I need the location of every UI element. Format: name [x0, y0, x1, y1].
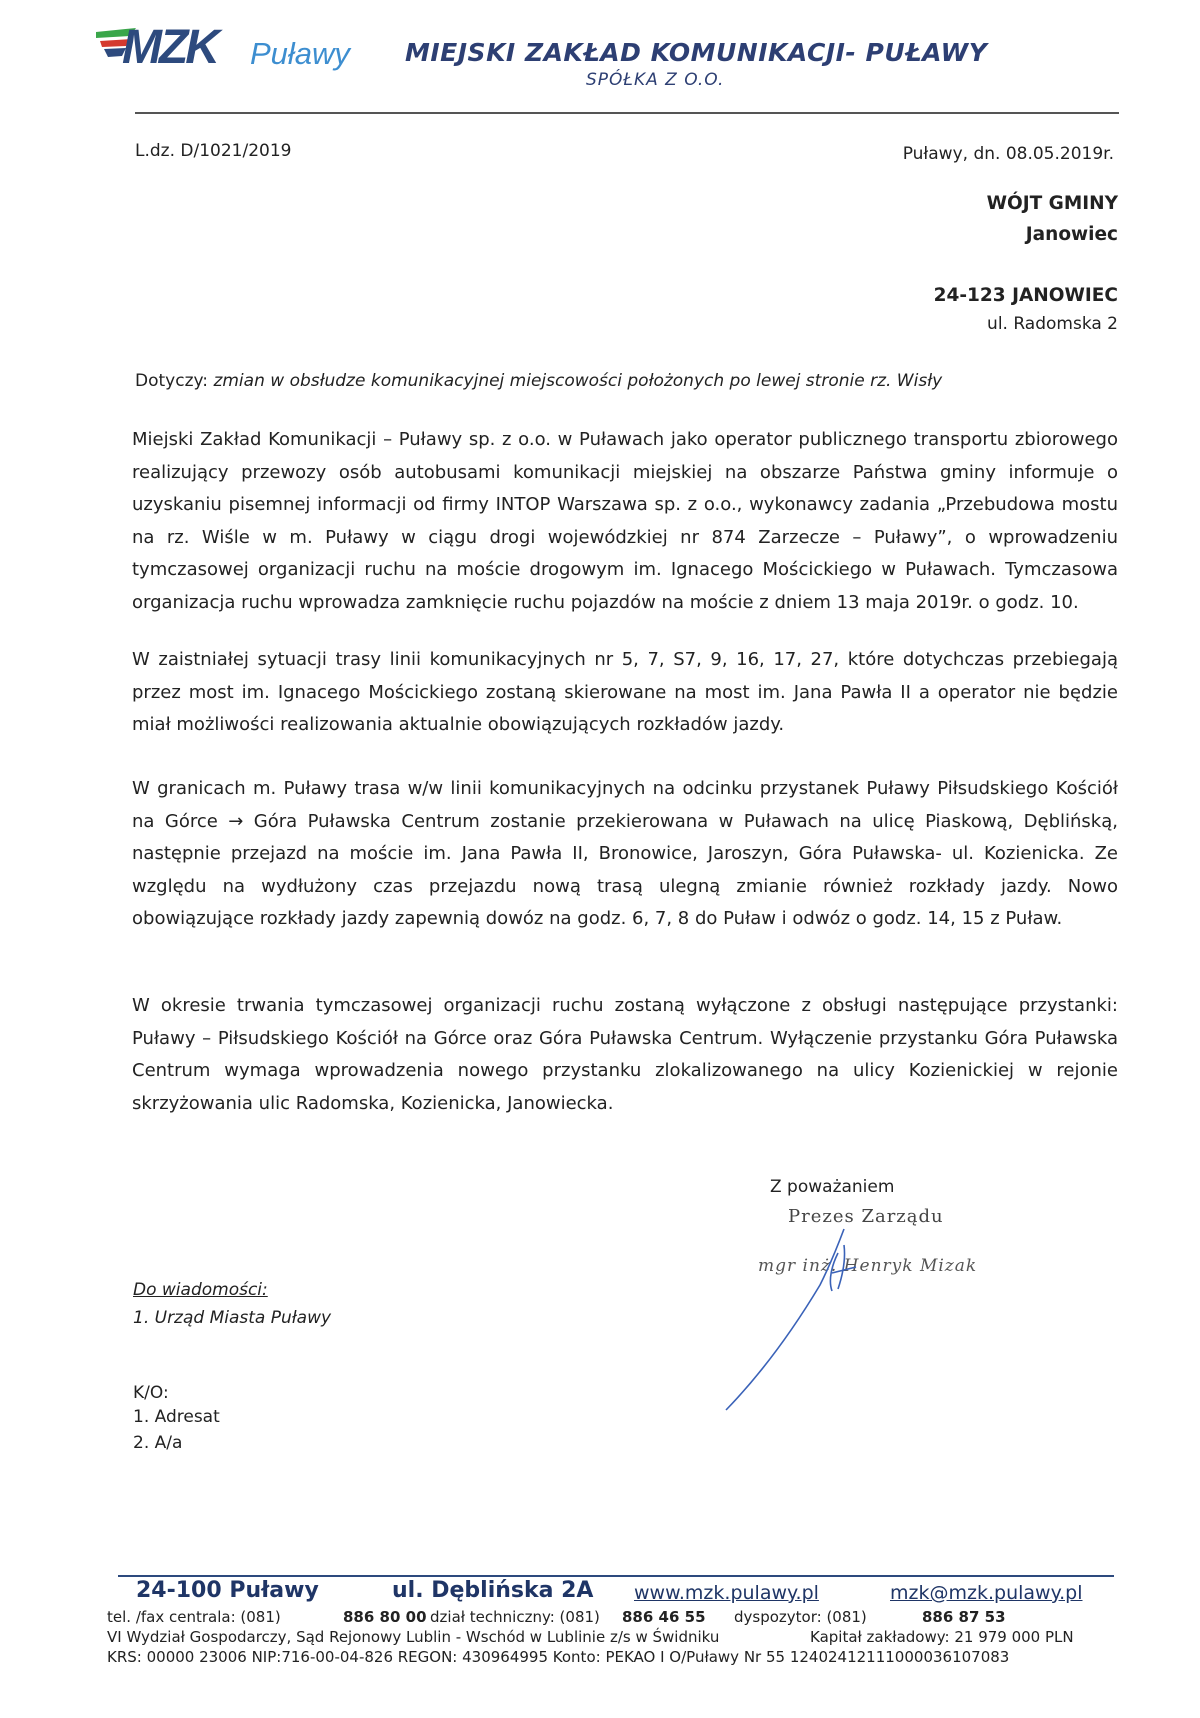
logo-brand: MZK	[122, 21, 217, 74]
copies-item: 2. A/a	[133, 1433, 183, 1453]
letter-date: Puławy, dn. 08.05.2019r.	[902, 144, 1114, 164]
closing-greeting: Z poważaniem	[770, 1177, 895, 1197]
notice-item: 1. Urząd Miasta Puławy	[133, 1308, 332, 1328]
company-form: SPÓŁKA Z O.O.	[586, 70, 725, 90]
header-divider	[135, 112, 1119, 114]
footer-court-info: VI Wydział Gospodarczy, Sąd Rejonowy Lublin - Wschód w Lublinie z/s w Świdniku	[107, 1628, 720, 1646]
footer-street: ul. Dęblińska 2A	[392, 1578, 594, 1603]
subject-value: zmian w obsłudze komunikacyjnej miejscowości położonych po lewej stronie rz. Wisły	[213, 371, 943, 391]
subject-line	[135, 371, 942, 391]
signatory-name: mgr inż. Henryk Mizak	[758, 1256, 978, 1276]
footer-email-link[interactable]: mzk@mzk.pulawy.pl	[890, 1582, 1083, 1604]
body-paragraph-2: W zaistniałej sytuacji trasy linii komunikacyjnych nr 5, 7, S7, 9, 16, 17, 27, które dotychczas przebiegają przez most im. Ignacego Mościckiego zostaną skierowane na most im. Jana Pawła II a operator nie będzie miał możliwości realizowania aktualnie obowiązujących rozkładów jazdy.	[132, 649, 1118, 735]
body-paragraph-1: Miejski Zakład Komunikacji – Puławy sp. z o.o. w Puławach jako operator publicznego transportu zbiorowego realizujący przewozy osób autobusami komunikacji miejskiej na obszarze Państwa gminy informuje o uzyskaniu pisemnej informacji od firmy INTOP Warszawa sp. z o.o., wykonawcy zadania „Przebudowa mostu na rz. Wiśle w m. Puławy w ciągu drogi wojewódzkiej nr 874 Zarzecze – Puławy”, o wprowadzeniu tymczasowej organizacji ruchu na moście drogowym im. Ignacego Mościckiego w Puławach. Tymczasowa organizacja ruchu wprowadza zamknięcie ruchu pojazdów na moście z dniem 13 maja 2019r. o godz. 10.	[132, 429, 1118, 613]
footer-registry: KRS: 00000 23006 NIP:716-00-04-826 REGON: 430964995 Konto: PEKAO I O/Puławy Nr 55 12402412111000036107083	[107, 1648, 1010, 1666]
footer-tech-label: dział techniczny: (081)	[430, 1608, 600, 1626]
footer-divider	[118, 1575, 1114, 1577]
recipient-line-1: WÓJT GMINY	[986, 193, 1118, 214]
footer-city: 24-100 Puławy	[136, 1578, 319, 1603]
footer-dispatcher-label: dyspozytor: (081)	[734, 1608, 867, 1626]
footer-tel-number: 886 80 00	[343, 1608, 427, 1626]
subject-label: Dotyczy:	[135, 371, 209, 391]
footer-dispatcher-number: 886 87 53	[922, 1608, 1006, 1626]
notice-title: Do wiadomości:	[133, 1280, 268, 1300]
company-name: MIEJSKI ZAKŁAD KOMUNIKACJI- PUŁAWY	[405, 38, 988, 67]
footer-capital: Kapitał zakładowy: 21 979 000 PLN	[810, 1628, 1074, 1646]
footer-tel-label: tel. /fax centrala: (081)	[107, 1608, 281, 1626]
copies-title: K/O:	[133, 1383, 169, 1403]
body-paragraph-4: W okresie trwania tymczasowej organizacji ruchu zostaną wyłączone z obsługi następujące przystanki: Puławy – Piłsudskiego Kościół na Górce oraz Góra Puławska Centrum. Wyłączenie przystanku Góra Puławska Centrum wymaga wprowadzenia nowego przystanku zlokalizowanego na ulicy Kozienickiej w rejonie skrzyżowania ulic Radomska, Kozienicka, Janowiecka.	[132, 995, 1118, 1114]
copies-item: 1. Adresat	[133, 1407, 220, 1427]
recipient-line-4: ul. Radomska 2	[987, 314, 1118, 334]
signatory-title: Prezes Zarządu	[788, 1206, 944, 1227]
footer-website-link[interactable]: www.mzk.pulawy.pl	[634, 1582, 819, 1604]
footer-tech-number: 886 46 55	[622, 1608, 706, 1626]
recipient-line-2: Janowiec	[1025, 224, 1118, 245]
company-logo	[96, 20, 366, 80]
recipient-line-3: 24-123 JANOWIEC	[933, 285, 1118, 306]
body-paragraph-3: W granicach m. Puławy trasa w/w linii komunikacyjnych na odcinku przystanek Puławy Piłsudskiego Kościół na Górce → Góra Puławska Centrum zostanie przekierowana w Puławach na ulicę Piaskową, Dęblińską, następnie przejazd na moście im. Jana Pawła II, Bronowice, Jaroszyn, Góra Puławska- ul. Kozienicka. Ze względu na wydłużony czas przejazdu nową trasą ulegną zmianie również rozkłady jazdy. Nowo obowiązujące rozkłady jazdy zapewnią dowóz na godz. 6, 7, 8 do Puław i odwóz o godz. 14, 15 z Puław.	[132, 778, 1118, 929]
reference-number: L.dz. D/1021/2019	[135, 141, 292, 161]
logo-city: Puławy	[250, 36, 350, 71]
handwritten-signature	[720, 1225, 920, 1415]
